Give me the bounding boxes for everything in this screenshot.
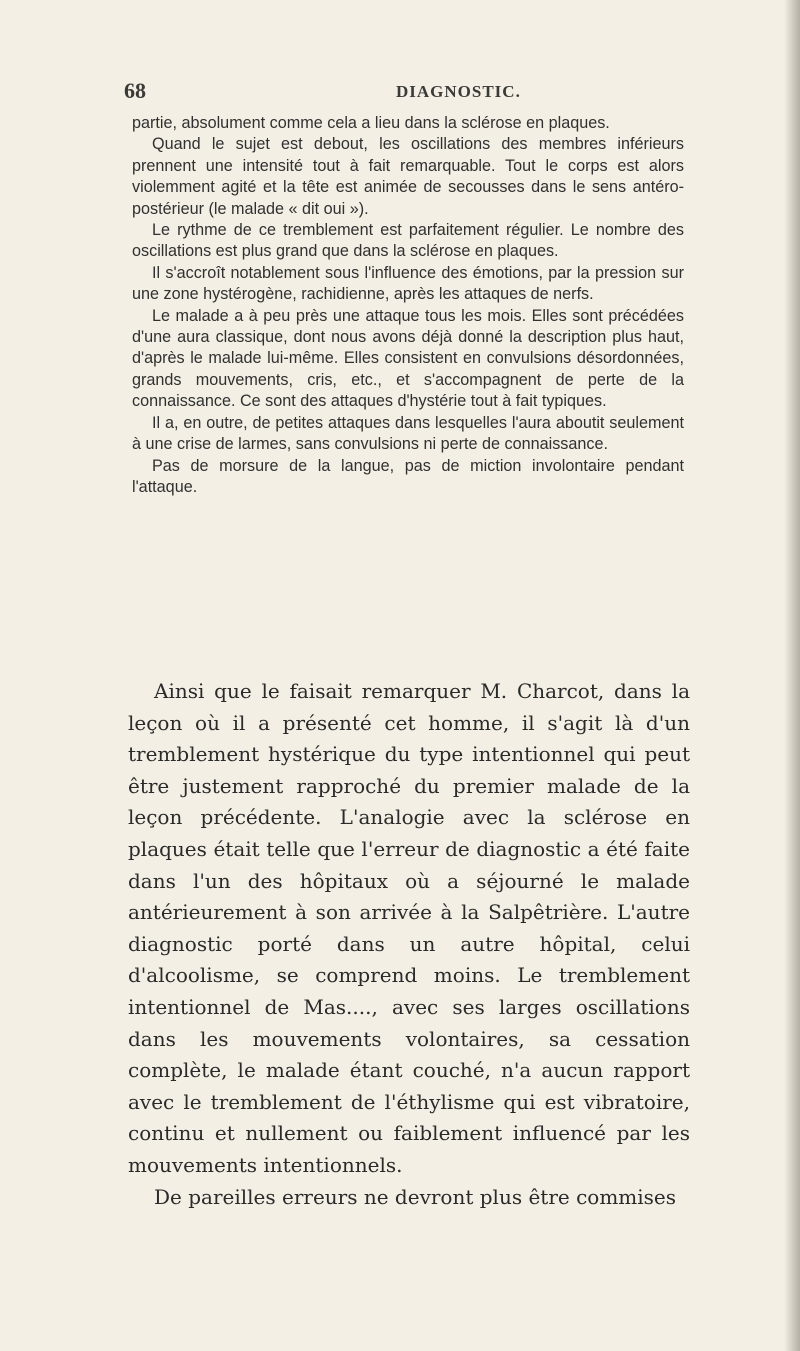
paragraph: Il s'accroît notablement sous l'influence des émotions, par la pression sur une zone hystérogène, rachidienne, après les attaques de nerfs. (132, 263, 684, 304)
main-text-section (128, 676, 690, 1213)
paragraph: Le malade a à peu près une attaque tous les mois. Elles sont précédées d'une aura classique, dont nous avons déjà donné la description plus haut, d'après le malade lui-même. Elles consistent en convulsions désordonnées, grands mouvements, cris, etc., et s'accompagnent de perte de la connaissance. Ce sont des attaques d'hystérie tout à fait typiques. (132, 306, 684, 411)
paragraph: Ainsi que le faisait remarquer M. Charcot, dans la leçon où il a présenté cet homme, il s'agit là d'un tremblement hystérique du type intentionnel qui peut être justement rapproché du premier malade de la leçon précédente. L'analogie avec la sclérose en plaques était telle que l'erreur de diagnostic a été faite dans l'un des hôpitaux où a séjourné le malade antérieurement à son arrivée à la Salpêtrière. L'autre diagnostic porté dans un autre hôpital, celui d'alcoolisme, se comprend moins. Le tremblement intentionnel de Mas...., avec ses larges oscillations dans les mouvements volontaires, sa cessation complète, le malade étant couché, n'a aucun rapport avec le tremblement de l'éthylisme qui est vibratoire, continu et nullement ou faiblement influencé par les mouvements intentionnels. (128, 679, 690, 1177)
paragraph: Le rythme de ce tremblement est parfaitement régulier. Le nombre des oscillations est plus grand que dans la sclérose en plaques. (132, 221, 684, 261)
paragraph: Quand le sujet est debout, les oscillations des membres inférieurs prennent une intensité tout à fait remarquable. Tout le corps est alors violemment agité et la tête est animée de secousses dans le sens antéro-postérieur (le malade « dit oui »). (132, 135, 684, 218)
page-number: 68 (124, 78, 146, 103)
paragraph: partie, absolument comme cela a lieu dans la sclérose en plaques. (132, 114, 610, 132)
paragraph: Pas de morsure de la langue, pas de miction involontaire pendant l'attaque. (132, 456, 684, 496)
running-head: DIAGNOSTIC. (396, 82, 521, 101)
page-header (0, 78, 800, 108)
paragraph: Il a, en outre, de petites attaques dans lesquelles l'aura aboutit seulement à une crise de larmes, sans convulsions ni perte de connaissance. (132, 413, 684, 454)
page-edge-shadow (784, 0, 800, 1351)
small-print-section (132, 113, 684, 498)
paragraph: De pareilles erreurs ne devront plus être commises (154, 1184, 677, 1209)
